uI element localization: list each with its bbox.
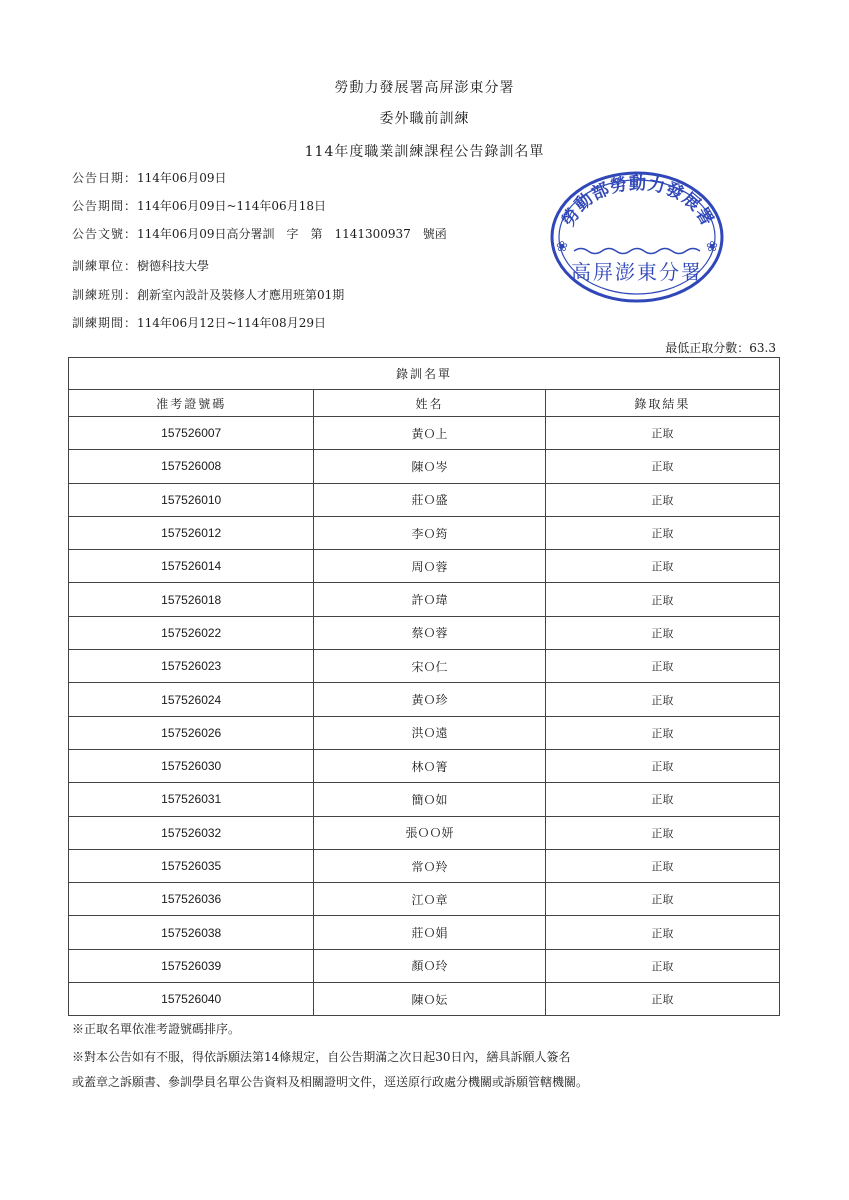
table-row — [69, 783, 780, 816]
result-cell: 正取 — [545, 949, 779, 982]
name-cell: 洪Ｏ遠 — [314, 716, 545, 749]
table-row — [69, 550, 780, 583]
column-header-exam-id: 准考證號碼 — [69, 390, 314, 417]
table-row — [69, 849, 780, 882]
seal-bottom-text: 高屏澎東分署 — [571, 260, 703, 284]
minimum-admission-score: 最低正取分數：63.3 — [665, 341, 776, 355]
result-cell: 正取 — [545, 883, 779, 916]
table-row — [69, 417, 780, 450]
exam-id-cell: 157526031 — [69, 783, 314, 816]
announcement-period — [72, 197, 326, 214]
name-cell: 陳Ｏ岑 — [314, 450, 545, 483]
exam-id-cell: 157526008 — [69, 450, 314, 483]
training-period-label: 訓練期間： — [72, 316, 138, 330]
announcement-date — [72, 169, 226, 186]
result-cell: 正取 — [545, 417, 779, 450]
announcement-title: 114年度職業訓練課程公告錄訓名單 — [304, 144, 545, 160]
announcement-period-value: 114年06月09日~114年06月18日 — [137, 199, 326, 213]
svg-text:勞動部勞動力發展署 — [559, 173, 719, 230]
table-body — [69, 417, 780, 1016]
name-cell: 常Ｏ羚 — [314, 849, 545, 882]
announcement-date-label: 公告日期： — [72, 171, 138, 185]
result-cell: 正取 — [545, 550, 779, 583]
table-row — [69, 916, 780, 949]
table-row — [69, 816, 780, 849]
official-seal-stamp — [548, 169, 726, 305]
training-unit-value: 樹德科技大學 — [137, 259, 210, 273]
table-header-row — [69, 390, 780, 417]
training-period-value: 114年06月12日~114年08月29日 — [137, 316, 326, 330]
result-cell: 正取 — [545, 483, 779, 516]
training-period — [72, 314, 326, 331]
appeal-note-line1: ※對本公告如有不服，得依訴願法第14條規定，自公告期滿之次日起30日內，繕具訴願人簽名 — [72, 1050, 571, 1064]
document-number — [72, 225, 447, 242]
appeal-note-line2: 或蓋章之訴願書、參訓學員名單公告資料及相關證明文件，逕送原行政處分機關或訴願管轄機關。 — [72, 1075, 589, 1089]
result-cell: 正取 — [545, 983, 779, 1016]
training-unit-label: 訓練單位： — [72, 259, 138, 273]
training-class-value: 創新室內設計及裝修人才應用班第01期 — [137, 288, 345, 302]
exam-id-cell: 157526040 — [69, 983, 314, 1016]
name-cell: 許Ｏ瑋 — [314, 583, 545, 616]
name-cell: 周Ｏ蓉 — [314, 550, 545, 583]
agency-title: 勞動力發展署高屏澎東分署 — [334, 80, 515, 96]
sorting-note: ※正取名單依准考證號碼排序。 — [72, 1022, 241, 1036]
result-cell: 正取 — [545, 849, 779, 882]
result-cell: 正取 — [545, 716, 779, 749]
column-header-result: 錄取結果 — [545, 390, 779, 417]
table-row — [69, 583, 780, 616]
table-row — [69, 483, 780, 516]
name-cell: 江Ｏ章 — [314, 883, 545, 916]
column-header-name: 姓名 — [314, 390, 545, 417]
table-row — [69, 683, 780, 716]
table-row — [69, 949, 780, 982]
training-class — [72, 286, 344, 303]
program-type-title: 委外職前訓練 — [379, 111, 470, 127]
table-row — [69, 450, 780, 483]
training-class-label: 訓練班別： — [72, 288, 138, 302]
name-cell: 黃Ｏ上 — [314, 417, 545, 450]
exam-id-cell: 157526010 — [69, 483, 314, 516]
training-unit — [72, 257, 209, 274]
result-cell: 正取 — [545, 450, 779, 483]
exam-id-cell: 157526039 — [69, 949, 314, 982]
table-row — [69, 983, 780, 1016]
admission-roster-table — [68, 357, 780, 1016]
document-number-value: 114年06月09日高分署訓 字 第 1141300937 號函 — [137, 227, 447, 241]
exam-id-cell: 157526026 — [69, 716, 314, 749]
exam-id-cell: 157526018 — [69, 583, 314, 616]
announcement-period-label: 公告期間： — [72, 199, 138, 213]
result-cell: 正取 — [545, 516, 779, 549]
result-cell: 正取 — [545, 616, 779, 649]
name-cell: 林Ｏ箐 — [314, 749, 545, 782]
table-row — [69, 650, 780, 683]
exam-id-cell: 157526030 — [69, 749, 314, 782]
name-cell: 張ＯＯ妍 — [314, 816, 545, 849]
name-cell: 李Ｏ筠 — [314, 516, 545, 549]
seal-top-text: 勞動部勞動力發展署 — [558, 174, 718, 230]
name-cell: 蔡Ｏ蓉 — [314, 616, 545, 649]
exam-id-cell: 157526014 — [69, 550, 314, 583]
name-cell: 陳Ｏ妘 — [314, 983, 545, 1016]
table-row — [69, 749, 780, 782]
result-cell: 正取 — [545, 749, 779, 782]
table-row — [69, 616, 780, 649]
table-row — [69, 516, 780, 549]
name-cell: 莊Ｏ娟 — [314, 916, 545, 949]
exam-id-cell: 157526007 — [69, 417, 314, 450]
svg-text:❀: ❀ — [556, 239, 568, 255]
exam-id-cell: 157526022 — [69, 616, 314, 649]
announcement-date-value: 114年06月09日 — [137, 171, 227, 185]
name-cell: 黃Ｏ珍 — [314, 683, 545, 716]
exam-id-cell: 157526038 — [69, 916, 314, 949]
name-cell: 宋Ｏ仁 — [314, 650, 545, 683]
result-cell: 正取 — [545, 683, 779, 716]
result-cell: 正取 — [545, 650, 779, 683]
exam-id-cell: 157526032 — [69, 816, 314, 849]
svg-text:❀: ❀ — [706, 239, 718, 255]
exam-id-cell: 157526035 — [69, 849, 314, 882]
table-row — [69, 716, 780, 749]
exam-id-cell: 157526012 — [69, 516, 314, 549]
table-caption: 錄訓名單 — [69, 358, 780, 390]
table-caption-row — [69, 358, 780, 390]
table-row — [69, 883, 780, 916]
name-cell: 顏Ｏ玲 — [314, 949, 545, 982]
name-cell: 簡Ｏ如 — [314, 783, 545, 816]
result-cell: 正取 — [545, 916, 779, 949]
exam-id-cell: 157526024 — [69, 683, 314, 716]
document-number-label: 公告文號： — [72, 227, 138, 241]
name-cell: 莊Ｏ盛 — [314, 483, 545, 516]
result-cell: 正取 — [545, 816, 779, 849]
exam-id-cell: 157526023 — [69, 650, 314, 683]
result-cell: 正取 — [545, 583, 779, 616]
exam-id-cell: 157526036 — [69, 883, 314, 916]
result-cell: 正取 — [545, 783, 779, 816]
